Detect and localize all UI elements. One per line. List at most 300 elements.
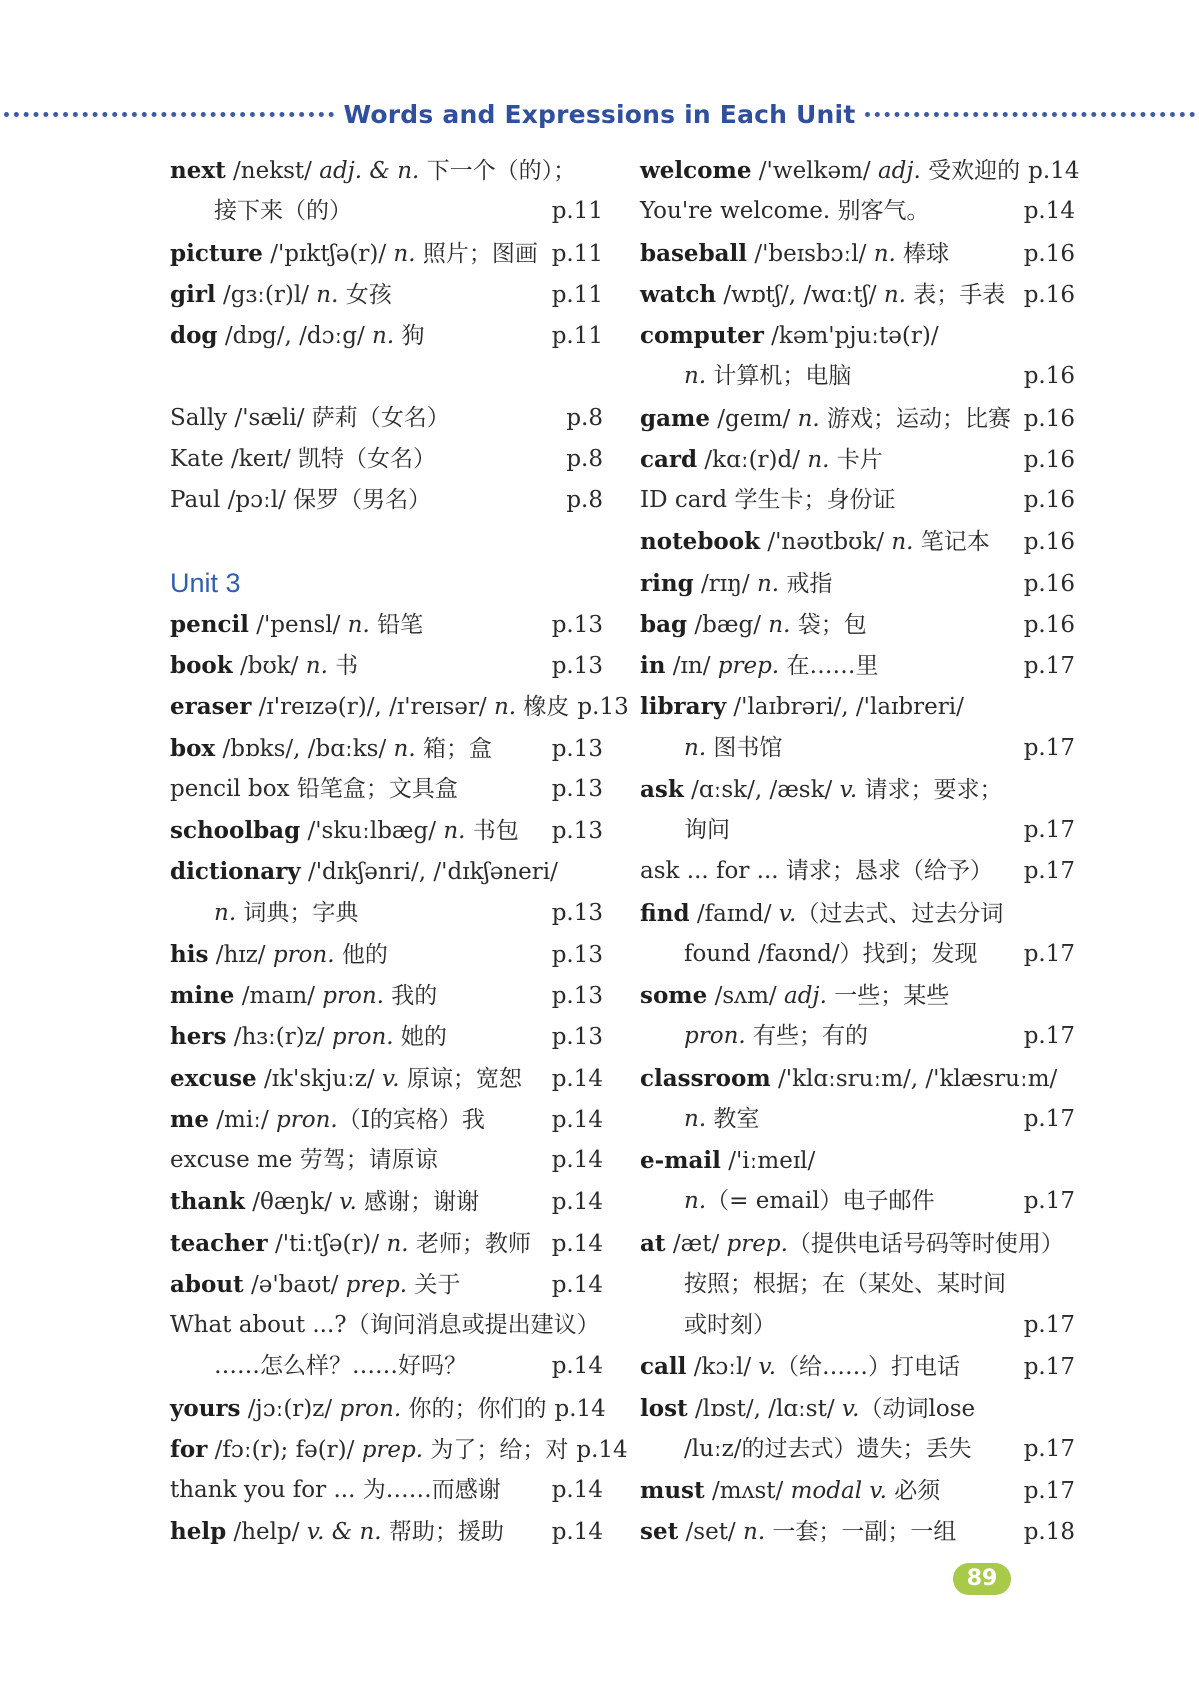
vocab-entry [640,315,1075,356]
entry-text [170,645,544,687]
part-of-speech: v. [778,900,797,927]
phonetic: /'klɑːsruːm/, /'klæsruːm/ [770,1065,1058,1092]
part-of-speech: n. [214,899,237,926]
headword: girl [170,280,216,308]
vocab-entry [170,1470,603,1511]
section-header [0,92,1199,136]
vocab-entry [640,563,1075,604]
phonetic: /'iːmeɪl/ [720,1148,816,1174]
part-of-speech: pron. [339,1395,402,1422]
definition: found /faʊnd/）找到；发现 [684,940,978,967]
phonetic: /wɒtʃ/, /wɑːtʃ/ [716,281,884,308]
part-of-speech: pron. [331,1024,394,1051]
definition: 我的 [383,983,438,1009]
headword: bag [640,610,688,638]
vocab-entry [170,439,603,480]
vocab-entry [170,645,603,686]
headword: set [640,1518,679,1546]
phonetic: /ɪn/ [665,653,718,679]
headword: next [170,157,226,184]
vocab-entry [640,604,1075,645]
vocab-entry [640,975,1075,1016]
part-of-speech: n. [347,611,370,638]
definition: （提供电话号码等时使用） [787,1230,1064,1257]
phonetic: /'nəʊtbʊk/ [760,529,892,556]
headword: pencil [170,610,249,638]
phonetic: /lɒst/, /lɑːst/ [687,1395,842,1422]
part-of-speech: n. [684,734,707,761]
blank-line [170,356,603,397]
entry-text [170,769,544,810]
part-of-speech: n. [807,446,830,473]
vocab-entry [170,1099,603,1140]
page-ref: p.14 [551,1271,603,1298]
entry-text [170,1511,544,1553]
definition: 你的；你们的 [401,1395,547,1422]
phonetic: /ɪ'reɪzə(r)/, /ɪ'reɪsər/ [251,694,494,721]
definition: 词典；字典 [236,899,359,926]
entry-text [640,233,1016,275]
part-of-speech: n. [756,570,780,597]
definition: 照片；图画 [415,240,538,267]
vocab-entry [170,1305,603,1346]
part-of-speech: n. [797,405,820,432]
page-ref: p.16 [1023,240,1075,267]
definition: 为了；给；对 [423,1436,569,1463]
phonetic: /kɑː(r)d/ [697,446,808,473]
part-of-speech: n. [316,281,339,308]
headword: hers [170,1023,227,1051]
vocab-entry [640,1223,1075,1264]
entry-text [640,1223,1067,1265]
entry-text [684,1181,1016,1222]
definition: 老师；教师 [408,1230,531,1257]
part-of-speech: n. [684,1105,707,1132]
vocab-entry [170,810,603,851]
headword: library [640,693,727,721]
headword: at [640,1229,666,1257]
part-of-speech: v. [381,1065,400,1092]
part-of-speech: adj. [784,983,827,1009]
page-ref: p.14 [551,1519,603,1546]
headword: ring [640,569,694,597]
page-ref: p.13 [551,983,603,1009]
definition: （= email）电子邮件 [706,1188,935,1215]
entry-text [170,728,544,770]
definition: 她的 [393,1024,447,1051]
part-of-speech: prep. [345,1271,408,1298]
vocab-entry [170,1016,603,1057]
vocab-entry [640,1388,1075,1429]
page-ref: p.17 [1023,1105,1075,1132]
part-of-speech: n. [393,240,416,267]
phonetic: /θæŋk/ [244,1189,340,1216]
part-of-speech: prep. [717,653,780,679]
page-ref: p.13 [577,694,629,721]
vocab-entry [170,1181,603,1222]
vocab-entry [640,645,1075,686]
phonetic: /'dɪkʃənri/, /'dɪkʃəneri/ [300,859,558,886]
entry-text [640,769,1067,811]
page-ref: p.14 [551,1065,603,1092]
page-ref: p.8 [566,404,603,431]
page-ref: p.13 [551,818,603,844]
vocab-entry [640,1140,1075,1181]
entry-text [684,1099,1016,1140]
headword: his [170,940,209,968]
entry-text [170,604,544,646]
entry-text [684,1305,1016,1346]
page-ref: p.18 [1023,1519,1075,1546]
headword: baseball [640,239,748,267]
part-of-speech: n. [873,240,896,267]
entry-text [170,1429,568,1471]
entry-text [640,563,1016,605]
entry-text [684,728,1016,769]
vocab-entry [170,1429,628,1470]
phonetic: /'skuːlbæg/ [300,818,444,844]
page-number-badge: 89 [953,1563,1011,1595]
entry-text [214,191,544,232]
entry-text [170,1099,544,1141]
page-ref: p.17 [1023,1023,1075,1050]
headword: must [640,1477,705,1504]
headword: some [640,982,708,1009]
entry-text [684,356,1016,397]
entry-text [684,1016,1016,1057]
headword: box [170,734,216,762]
definition: 卡片 [829,446,883,473]
headword: computer [640,322,764,349]
entry-text [170,1470,544,1511]
headword: help [170,1518,227,1546]
entry-text [640,1511,1016,1553]
part-of-speech: n. [684,1188,707,1215]
definition: 铅笔 [369,611,424,638]
entry-continuation [170,893,603,934]
part-of-speech: n. [372,323,395,349]
vocab-entry [640,274,1075,315]
definition: 请求；要求； [857,776,1003,803]
page-ref: p.17 [1023,1188,1075,1215]
phrase-text: excuse me 劳驾；请原谅 [170,1147,438,1173]
page-ref: p.14 [1028,158,1080,184]
vocab-entry [170,1223,603,1264]
definition: 计算机；电脑 [706,363,852,390]
page-ref: p.11 [551,281,603,308]
vocab-entry [640,191,1075,232]
part-of-speech: pron. [684,1023,746,1050]
definition: 一套；一副；一组 [765,1519,957,1546]
entry-text [640,521,1016,563]
vocab-entry [170,851,603,892]
entry-text [170,1388,546,1430]
part-of-speech: pron. [272,941,335,968]
vocab-entry [170,1511,603,1552]
page-ref: p.13 [551,735,603,762]
part-of-speech: v. [841,1395,860,1422]
page-ref: p.17 [1023,1478,1075,1504]
unit-heading [170,563,603,604]
entry-text [640,1140,1067,1182]
headword: watch [640,280,717,308]
entry-text [170,480,558,521]
left-column [170,150,629,1553]
phonetic: /'laɪbrəri/, /'laɪbreri/ [726,694,964,721]
entry-continuation [640,1016,1075,1057]
phonetic: /fɔː(r); fə(r)/ [207,1436,362,1463]
entry-text [170,934,544,976]
part-of-speech: modal v. [790,1478,887,1504]
phonetic: /help/ [226,1519,307,1546]
definition: 或时刻） [684,1312,776,1338]
part-of-speech: n. [386,1230,409,1257]
phonetic: /ə'baʊt/ [243,1271,346,1298]
phonetic: /dɒg/, /dɔːg/ [217,323,373,349]
page-ref: p.17 [1023,817,1075,843]
entry-text [170,150,595,192]
page-ref: p.16 [1023,611,1075,638]
vocab-entry [640,1511,1075,1552]
entry-text [640,480,1016,521]
definition: 帮助；援助 [381,1519,504,1546]
entry-text [170,315,544,357]
entry-continuation [640,1305,1075,1346]
headword: card [640,445,698,473]
headword: excuse [170,1064,257,1092]
entry-text [640,851,1016,892]
definition: 接下来（的） [214,198,352,225]
entry-continuation [640,728,1075,769]
phonetic: /bɒks/, /bɑːks/ [215,735,394,762]
headword: welcome [640,157,752,184]
headword: call [640,1353,687,1381]
definition: 女孩 [338,281,392,308]
entry-text [170,439,558,480]
phonetic: /faɪnd/ [689,900,779,927]
page-ref: p.14 [551,1353,603,1380]
definition: 笔记本 [913,529,990,556]
vocab-entry [170,274,603,315]
entry-text [640,1346,1016,1388]
headword: thank [170,1188,245,1216]
entry-continuation [640,934,1075,975]
vocab-entry [170,686,629,727]
definition: 箱；盒 [415,735,492,762]
entry-text [170,1223,544,1265]
page-ref: p.16 [1023,446,1075,473]
entry-text [214,1346,544,1387]
headword: lost [640,1394,688,1422]
headword: teacher [170,1229,268,1257]
phonetic: /ɪk'skjuːz/ [256,1065,382,1092]
definition: 按照；根据；在（某处、某时间 [684,1270,1006,1297]
page-ref: p.16 [1023,570,1075,597]
page-ref: p.13 [551,1024,603,1051]
vocab-entry [170,728,603,769]
definition: 教室 [706,1105,760,1132]
phrase-text: What about ...?（询问消息或提出建议） [170,1312,600,1338]
entry-text [170,1058,544,1100]
page-ref: p.14 [551,1106,603,1133]
page-ref: p.8 [566,445,603,472]
headword: for [170,1435,208,1463]
headword: book [170,652,233,679]
vocab-entry [170,769,603,810]
definition: 狗 [394,323,425,349]
vocab-entry [170,315,603,356]
page-ref: p.16 [1023,363,1075,390]
page-ref: p.14 [554,1395,606,1422]
entry-text [684,934,1016,975]
vocab-entry [170,480,603,521]
entry-text [640,191,1016,232]
headword: picture [170,239,263,267]
definition: 关于 [407,1271,461,1298]
definition: 游戏；运动；比赛 [819,405,1012,432]
phonetic: /kɔːl/ [686,1354,759,1381]
phonetic: /set/ [678,1519,743,1546]
vocab-entry [640,686,1075,727]
page-ref: p.16 [1023,281,1075,308]
page-ref: p.16 [1023,529,1075,556]
blank-line [170,521,603,562]
entry-text [640,604,1016,646]
definition: 橡皮 [516,694,570,721]
part-of-speech: n. [443,818,466,844]
phonetic: /rɪŋ/ [693,570,757,597]
vocab-entry [170,150,603,191]
definition: 书包 [465,818,519,844]
part-of-speech: pron. [322,983,384,1009]
page-ref: p.13 [551,611,603,638]
entry-continuation [170,191,603,232]
vocab-entry [640,480,1075,521]
definition: 下一个（的）； [419,158,577,184]
entry-text [684,1264,1067,1305]
phonetic: /geɪm/ [709,405,798,432]
page-ref: p.17 [1023,858,1075,885]
entry-text [170,851,595,893]
phonetic: /'pɪktʃə(r)/ [262,240,394,267]
definition: 受欢迎的 [920,158,1021,184]
page-ref: p.17 [1023,1354,1075,1381]
definition: 有些；有的 [745,1023,869,1050]
definition: /luːz/的过去式）遗失；丢失 [684,1435,972,1462]
entry-text [640,686,1067,728]
phonetic: /hɜː(r)z/ [226,1024,332,1051]
entry-continuation [640,810,1075,851]
vocab-entry [170,975,603,1016]
page-ref: p.11 [551,240,603,267]
vocab-entry [640,1346,1075,1387]
part-of-speech: n. [883,281,906,308]
entry-continuation [640,1429,1075,1470]
entry-text [170,975,544,1017]
part-of-speech: n. [891,529,914,556]
page-ref: p.11 [551,198,603,225]
phonetic: /kəm'pjuːtə(r)/ [763,323,939,349]
entry-continuation [640,356,1075,397]
entry-continuation [640,1181,1075,1222]
entry-text [640,274,1016,316]
phrase-text: Sally /'sæli/ 萨莉（女名） [170,404,450,431]
phrase-text: pencil box 铅笔盒；文具盒 [170,775,458,802]
vocab-entry [170,233,603,274]
vocab-entry [640,233,1075,274]
phonetic: /'tiːtʃə(r)/ [267,1230,387,1257]
phonetic: /jɔː(r)z/ [240,1395,340,1422]
page-ref: p.11 [551,323,603,349]
part-of-speech: v. [839,776,858,803]
vocab-entry [170,934,603,975]
vocab-entry [170,1388,606,1429]
entry-text [170,1140,544,1181]
headword: mine [170,982,235,1009]
headword: e-mail [640,1147,721,1174]
definition: 必须 [886,1478,941,1504]
entry-text [170,233,544,275]
page-ref: p.17 [1023,1435,1075,1462]
vocab-entry [640,769,1075,810]
vocab-entry [640,1058,1075,1099]
definition: 表；手表 [905,281,1006,308]
phonetic: /ɑːsk/, /æsk/ [683,776,840,803]
phrase-text: ID card 学生卡；身份证 [640,487,896,513]
vocab-entry [170,604,603,645]
entry-text [640,1470,1016,1512]
vocab-entry [170,398,603,439]
entry-continuation [170,1346,603,1387]
entry-text [684,1429,1016,1470]
page-ref: p.13 [551,653,603,679]
part-of-speech: n. [305,653,328,679]
part-of-speech: v. [339,1189,357,1216]
definition: 感谢；谢谢 [356,1189,480,1216]
definition: 在……里 [779,653,879,679]
entry-text [640,150,1020,192]
phonetic: /'beɪsbɔːl/ [747,240,874,267]
vocab-entry [170,1058,603,1099]
phonetic: /maɪn/ [234,983,323,1009]
vocab-entry [640,851,1075,892]
entry-text [640,645,1016,687]
page-ref: p.17 [1023,940,1075,967]
header-dotted-rule-left [4,112,334,117]
phrase-text: Paul /pɔːl/ 保罗（男名） [170,487,432,513]
headword: dictionary [170,858,301,886]
vocab-entry [170,1264,603,1305]
definition: （动词lose [859,1395,976,1422]
part-of-speech: n. [393,735,416,762]
part-of-speech: n. [768,611,791,638]
headword: find [640,899,690,927]
vocab-entry [640,893,1075,934]
phonetic: /mʌst/ [704,1478,791,1504]
page-ref: p.8 [566,487,603,513]
definition: 一些；某些 [826,983,950,1009]
part-of-speech: adj. & n. [319,158,420,184]
part-of-speech: n. [743,1519,766,1546]
entry-text [170,1016,544,1058]
definition: 书 [327,653,359,679]
headword: ask [640,775,684,803]
entry-text [170,1305,600,1346]
phonetic: /hɪz/ [208,941,273,968]
entry-text [214,893,544,934]
entry-text [640,398,1016,440]
header-dotted-rule-right [865,112,1195,117]
